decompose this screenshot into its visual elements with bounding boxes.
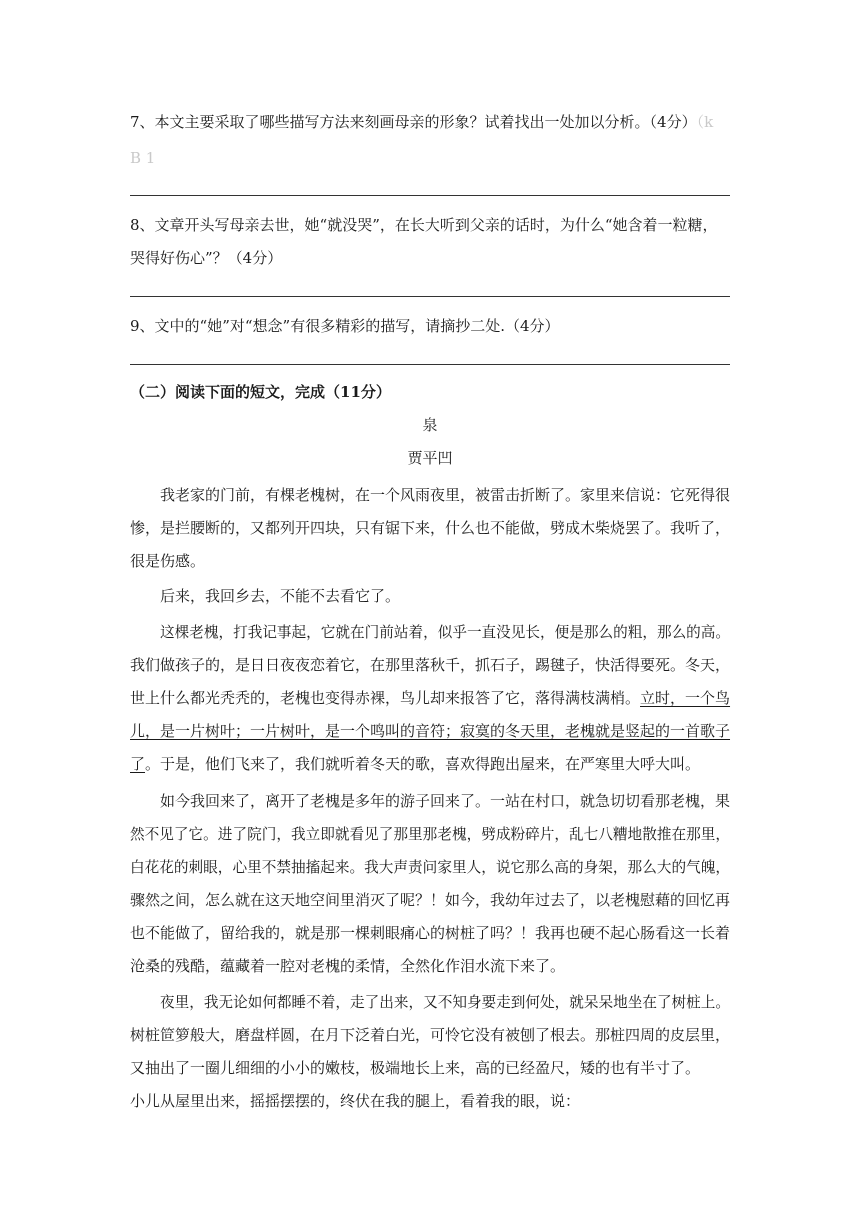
paragraph-3-line-5 (130, 754, 730, 774)
paragraph-6: 小儿从屋里出来，摇摇摆摆的，终伏在我的腿上，看着我的眼，说： (130, 1092, 581, 1110)
watermark-text-2: B 1 (130, 149, 156, 167)
paragraph-5-line-2: 树桩笸箩般大，磨盘样圆，在月下泛着白光，可怜它没有被刨了根去。那桩四周的皮层里， (130, 1026, 731, 1044)
paragraph-4-line-1: 如今我回来了，离开了老槐是多年的游子回来了。一站在村口，就急切切看那老槐，果 (160, 792, 731, 810)
question-9: 9、文中的“她”对“想念”有很多精彩的描写，请摘抄二处.（4分） (130, 317, 560, 335)
question-7-text: 7、本文主要采取了哪些描写方法来刻画母亲的形象？试着找出一处加以分析。（4分） (130, 113, 697, 131)
paragraph-3-line-3-text: 世上什么都光秃秃的，老槐也变得赤裸，鸟儿却来报答了它，落得满枝满梢。 (130, 689, 641, 707)
question-8-line-1: 8、文章开头写母亲去世，她“就没哭”，在长大听到父亲的话时，为什么“她含着一粒糖， (130, 216, 718, 234)
paragraph-4-line-3: 白花花的刺眼，心里不禁抽搐起来。我大声责问家里人，说它那么高的身架，那么大的气魄， (130, 858, 731, 876)
paragraph-1-line-2: 惨，是拦腰断的，又都列开四块，只有锯下来，什么也不能做，劈成木柴烧罢了。我听了， (130, 519, 731, 537)
paragraph-5-line-1: 夜里，我无论如何都睡不着，走了出来，又不知身要走到何处，就呆呆地坐在了树桩上。 (160, 993, 731, 1011)
underlined-sentence-end: 了 (130, 755, 146, 773)
paragraph-3-line-3 (130, 688, 730, 708)
paragraph-4-line-5: 也不能做了，留给我的，就是那一棵刺眼痛心的树桩了吗？！我再也硬不起心肠看这一长着 (130, 924, 731, 942)
answer-line-7 (130, 195, 730, 196)
answer-line-8 (130, 296, 730, 297)
paragraph-2: 后来，我回乡去，不能不去看它了。 (160, 587, 401, 605)
paragraph-3-line-2: 我们做孩子的，是日日夜夜恋着它，在那里落秋千，抓石子，踢毽子，快活得要死。冬天， (130, 656, 731, 674)
paragraph-3-line-5-text: 。于是，他们飞来了，我们就听着冬天的歌，喜欢得跑出屋来，在严寒里大呼大叫。 (145, 755, 701, 773)
section-heading: （二）阅读下面的短文，完成（11分） (130, 383, 391, 401)
paragraph-4-line-2: 然不见了它。进了院门，我立即就看见了那里那老槐，劈成粉碎片，乱七八糟地散推在那里， (130, 825, 731, 843)
article-title: 泉 (422, 416, 438, 434)
watermark-text: （k (696, 113, 714, 131)
answer-line-9 (130, 364, 730, 365)
underlined-sentence-start: 立时，一个鸟 (640, 689, 731, 707)
question-7 (130, 112, 730, 132)
paragraph-3-line-1: 这棵老槐，打我记事起，它就在门前站着，似乎一直没见长，便是那么的粗，那么的高。 (160, 623, 731, 641)
paragraph-4-line-6: 沧桑的残酷，蕴藏着一腔对老槐的柔情，全然化作泪水流下来了。 (130, 957, 566, 975)
underlined-sentence-middle: 儿，是一片树叶；一片树叶，是一个鸣叫的音符；寂寞的冬天里，老槐就是竖起的一首歌子 (130, 722, 731, 740)
paragraph-4-line-4: 骤然之间，怎么就在这天地空间里消灭了呢？！如今，我幼年过去了，以老槐慰藉的回忆再 (130, 891, 731, 909)
paragraph-1-line-3: 很是伤感。 (130, 552, 206, 570)
question-8-line-2: 哭得好伤心”？（4分） (130, 249, 283, 267)
article-author: 贾平凹 (407, 449, 453, 467)
paragraph-1-line-1: 我老家的门前，有棵老槐树，在一个风雨夜里，被雷击折断了。家里来信说：它死得很 (160, 486, 731, 504)
paragraph-5-line-3: 又抽出了一圈儿细细的小小的嫩枝，极端地长上来，高的已经盈尺，矮的也有半寸了。 (130, 1059, 701, 1077)
